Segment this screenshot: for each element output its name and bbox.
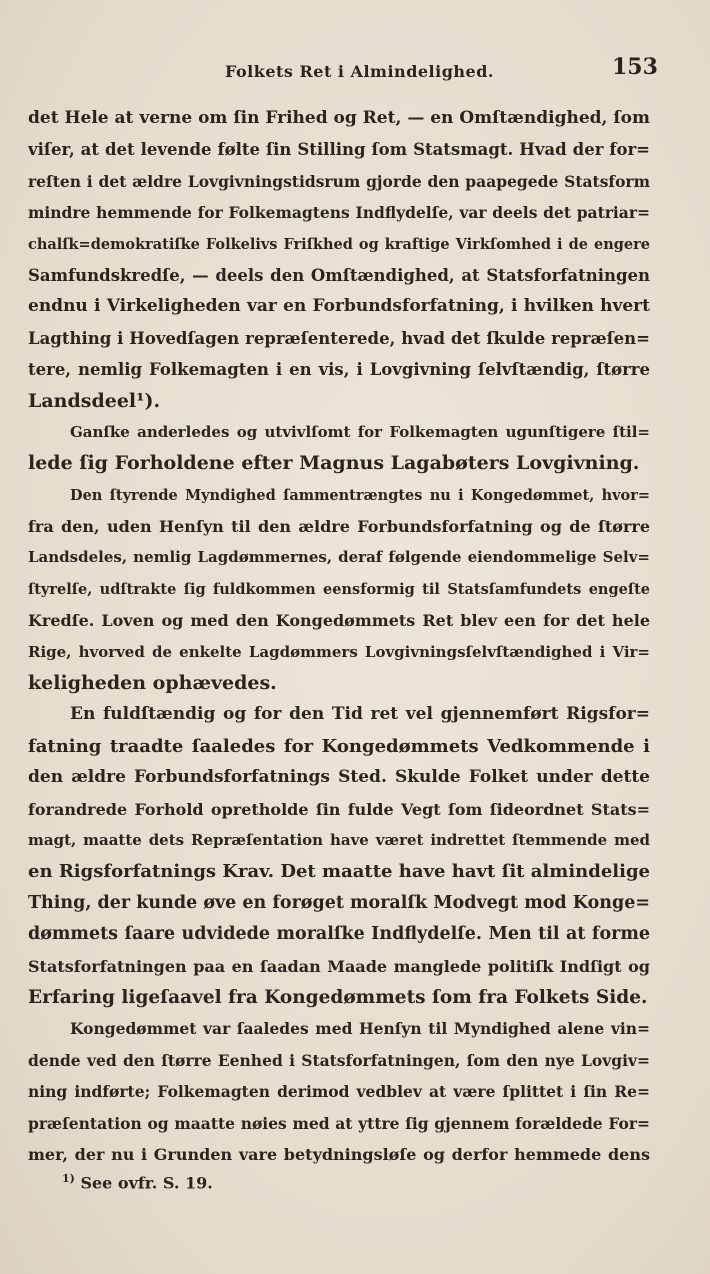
text-line: Ganſke anderledes og utvivlſomt for Folkemagten ugunſtigere ſtil= <box>70 422 650 441</box>
running-head: Folkets Ret i Almindelighed. <box>225 62 494 81</box>
text-line: Lagthing i Hovedſagen repræſenterede, hvad det ſkulde repræſen= <box>28 328 650 348</box>
page-number: 153 <box>612 54 658 80</box>
paragraph <box>28 699 650 1013</box>
paragraph <box>28 417 650 480</box>
page-header <box>0 52 710 92</box>
text-line: reſten i det ældre Lovgivningstidsrum gjorde den paapegede Statsform <box>28 171 650 191</box>
body-text <box>28 103 650 1170</box>
paragraph <box>28 480 650 700</box>
paragraph <box>28 1013 650 1170</box>
text-line: dømmets ſaare udvidede moralſke Indflydelſe. Men til at forme <box>28 924 650 945</box>
text-line: ſtyrelſe, udſtrakte ſig fuldkommen eensformig til Statsſamfundets engeſte <box>28 580 650 598</box>
text-line: den ældre Forbundsforfatnings Sted. Skulde Folket under dette <box>28 767 650 788</box>
text-line: lede ſig Forholdene efter Magnus Lagabøters Lovgivning. <box>28 452 640 475</box>
text-line: tere, nemlig Folkemagten i en vis, i Lovgivning ſelvſtændig, ſtørre <box>28 360 650 380</box>
text-line: chalſk=demokratiſke Folkelivs Friſkhed og kraftige Virkſomhed i de engere <box>28 235 650 253</box>
text-line: Kredſe. Loven og med den Kongedømmets Ret blev een for det hele <box>28 611 650 631</box>
text-line: Erfaring ligeſaavel fra Kongedømmets ſom fra Folkets Side. <box>28 986 648 1008</box>
text-line: Statsforfatningen paa en ſaadan Maade manglede politiſk Indſigt og <box>28 956 650 976</box>
text-line: keligheden ophævedes. <box>28 672 277 695</box>
text-line: det Hele at verne om ſin Frihed og Ret, — en Omſtændighed, ſom <box>28 108 650 128</box>
text-line: En fuldſtændig og for den Tid ret vel gjennemført Rigsfor= <box>70 704 650 725</box>
text-line: ning indførte; Folkemagten derimod vedblev at være ſplittet i ſin Re= <box>28 1082 650 1102</box>
text-line: viſer, at det levende følte ſin Stilling ſom Statsmagt. Hvad der for= <box>28 140 650 160</box>
text-line: Den ſtyrende Myndighed ſammentrængtes nu i Kongedømmet, hvor= <box>70 486 650 504</box>
footnote-marker: 1) <box>62 1172 75 1185</box>
text-line: Landsdeel¹). <box>28 389 161 412</box>
text-line: Kongedømmet var ſaaledes med Henſyn til Myndighed alene vin= <box>70 1019 650 1039</box>
text-line: Rige, hvorved de enkelte Lagdømmers Lovgivningsſelvſtændighed i Vir= <box>28 642 650 661</box>
text-line: dende ved den ſtørre Eenhed i Statsforfatningen, ſom den nye Lovgiv= <box>28 1050 650 1070</box>
text-line: magt, maatte dets Repræſentation have været indrettet ſtemmende med <box>28 830 650 849</box>
text-line: mer, der nu i Grunden vare betydningsløſe og derfor hemmede dens <box>28 1144 650 1164</box>
text-line: fatning traadte ſaaledes for Kongedømmets Vedkommende i <box>28 735 650 757</box>
text-line: præſentation og maatte nøies med at yttre ſig gjennem forældede For= <box>28 1113 650 1133</box>
paragraph <box>28 103 650 417</box>
text-line: Thing, der kunde øve en forøget moralſk Modvegt mod Konge= <box>28 892 650 913</box>
text-line: fra den, uden Henſyn til den ældre Forbundsforfatning og de ſtørre <box>28 517 650 537</box>
text-line: Samfundskredſe, — deels den Omſtændighed, at Statsforfatningen <box>28 265 650 285</box>
text-line: Landsdeles, nemlig Lagdømmernes, deraf følgende eiendommelige Selv= <box>28 548 650 567</box>
footnote-text: See ovfr. S. 19. <box>80 1173 213 1193</box>
text-line: mindre hemmende for Folkemagtens Indflydelſe, var deels det patriar= <box>28 203 650 223</box>
footnote <box>62 1172 213 1192</box>
text-line: en Rigsforfatnings Krav. Det maatte have havt ſit almindelige <box>28 861 650 883</box>
text-line: endnu i Virkeligheden var en Forbundsforfatning, i hvilken hvert <box>28 296 650 317</box>
text-line: forandrede Forhold opretholde ſin fulde Vegt ſom ſideordnet Stats= <box>28 799 650 819</box>
